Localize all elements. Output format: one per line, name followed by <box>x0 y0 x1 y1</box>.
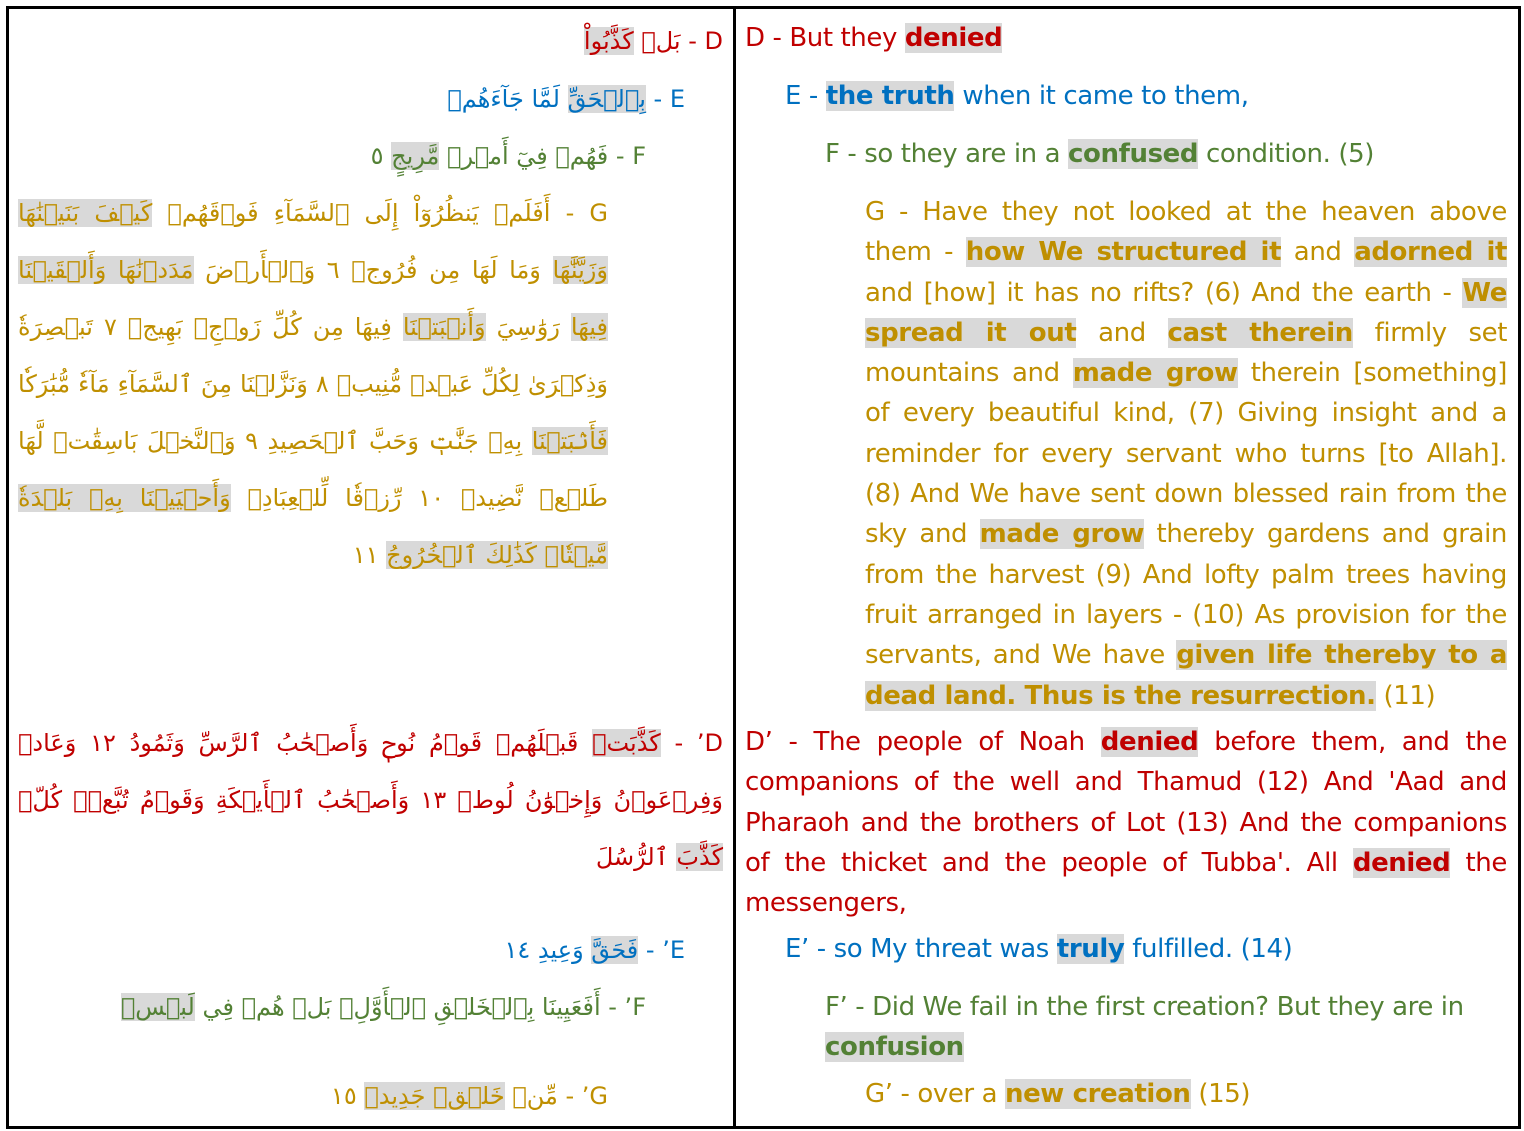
translation-text: the messengers, <box>745 847 1507 919</box>
translation-f-prime <box>825 987 1507 1068</box>
verse-number: ٥ <box>370 142 392 170</box>
arabic-text: وَمَا لَهَا مِن فُرُوجٖ ٦ وَٱلۡأَرۡضَ <box>193 256 553 284</box>
arabic-text: أَفَعَيِينَا بِٱلۡخَلۡقِ ٱلۡأَوَّلِۚ بَلۡ هُمۡ فِي <box>194 993 601 1021</box>
label-e: E - <box>645 85 685 113</box>
highlight: denied <box>1352 847 1451 878</box>
arabic-line-e <box>18 71 685 128</box>
label-f: F - <box>608 142 646 170</box>
label-g: G - <box>550 199 608 227</box>
highlight: بِٱلۡحَقِّ <box>567 85 646 113</box>
translation-g-prime <box>865 1074 1505 1114</box>
arabic-text: رَوَٰسِيَ <box>485 313 571 341</box>
arabic-text: وَعِيدِ ١٤ <box>504 936 592 964</box>
translation-text: condition. (5) <box>1198 139 1374 169</box>
verse-number: ١٥ <box>330 1082 365 1110</box>
highlight: denied <box>1100 727 1199 757</box>
highlight: denied <box>904 23 1003 53</box>
arabic-line-f <box>18 128 646 185</box>
label-f-prime: F’ - <box>600 993 646 1021</box>
highlight: how We structured it <box>965 237 1282 268</box>
translation-d-prime <box>745 722 1507 923</box>
translation-text: (15) <box>1190 1079 1251 1109</box>
highlight: كَذَّبَ <box>676 843 723 871</box>
arabic-text: لَمَّا جَآءَهُمۡ <box>447 85 568 113</box>
translation-f <box>825 134 1505 174</box>
arabic-text: أَفَلَمۡ يَنظُرُوٓاْ إِلَى ٱلسَّمَآءِ فَوۡقَهُمۡ <box>152 199 551 227</box>
highlight: مَّرِيجٍ <box>391 142 440 170</box>
highlight: فَأَنۢبَتۡنَا <box>531 427 608 455</box>
translation-text: and <box>1281 237 1355 268</box>
highlight: truly <box>1056 934 1125 964</box>
highlight: كَذَّبُواْ <box>583 27 634 55</box>
highlight: وَأَنۢبَتۡنَا <box>402 313 486 341</box>
translation-text: fulfilled. (14) <box>1124 934 1293 964</box>
arabic-text: بِهِۦ جَنَّٰتٖ وَحَبَّ ٱلۡحَصِيدِ ٩ وَٱلنَّخۡلَ بَاسِقَٰتٖ لَّهَا طَلۡعٞ نَّضِيدٞ ١٠ رِّزۡقٗا لِّلۡعِبَادِۖ <box>18 427 609 512</box>
highlight: كَيۡفَ بَنَيۡنَٰهَا وَزَيَّنَّٰهَا <box>18 199 608 284</box>
translation-text: D - But they <box>745 23 905 53</box>
arabic-text: ٱلرُّسُلَ <box>595 843 677 871</box>
highlight: given life thereby to a dead land. Thus is the resurrection. <box>865 640 1507 711</box>
translation-text: (11) <box>1375 680 1436 711</box>
highlight: لَبۡسٖ <box>120 993 195 1021</box>
column-divider <box>733 6 736 1129</box>
highlight: made grow <box>1072 358 1238 389</box>
translation-text: D’ - The people of Noah <box>745 727 1101 757</box>
highlight: the truth <box>825 81 955 111</box>
arabic-block-d-prime <box>18 715 723 886</box>
arabic-text: فِيهَا مِن كُلِّ زَوۡجِۢ بَهِيجٖ ٧ تَبۡصِرَةٗ وَذِكۡرَىٰ لِكُلِّ عَبۡدٖ مُّنِيبٖ ٨ وَنَزَّلۡنَا مِنَ ٱلسَّمَآءِ مَآءٗ مُّبَٰرَكٗا <box>18 313 608 398</box>
highlight: وَأَحۡيَيۡنَا بِهِۦ بَلۡدَةٗ مَّيۡتٗاۚ كَذَٰلِكَ ٱلۡخُرُوجُ <box>18 484 608 569</box>
label-d: D - <box>680 27 723 55</box>
arabic-line-d <box>18 13 723 70</box>
arabic-text: قَبۡلَهُمۡ قَوۡمُ نُوحٖ وَأَصۡحَٰبُ ٱلرَّسِّ وَثَمُودُ ١٢ وَعَادٞ وَفِرۡعَوۡنُ وَإِخۡوَٰنُ لُوطٖ ١٣ وَأَصۡحَٰبُ ٱلۡأَيۡكَةِ وَقَوۡمُ تُبَّعٖۚ كُلّٞ <box>18 729 723 814</box>
highlight: مَدَدۡنَٰهَا وَأَلۡقَيۡنَا فِيهَا <box>18 256 608 341</box>
translation-text: E’ - so My threat was <box>785 934 1057 964</box>
translation-text: G’ - over a <box>865 1079 1005 1109</box>
label-g-prime: G’ - <box>557 1082 608 1110</box>
verse-number: ١١ <box>352 541 387 569</box>
translation-text: and <box>1076 317 1168 348</box>
highlight: خَلۡقٖ جَدِيدٖ <box>364 1082 505 1110</box>
highlight: فَحَقَّ <box>591 936 639 964</box>
highlight: confused <box>1067 139 1199 169</box>
arabic-line-e-prime <box>18 922 685 979</box>
highlight: كَذَّبَتۡ <box>592 729 661 757</box>
translation-e-prime <box>785 929 1505 969</box>
translation-text: thereby gardens and grain from the harvest (9) And lofty palm trees having fruit arranged in layers - (10) As provision for the servants, and We have <box>865 519 1507 671</box>
translation-text: firmly set mountains and <box>865 317 1507 389</box>
translation-text: F - so they are in a <box>825 139 1068 169</box>
highlight: made grow <box>979 519 1144 550</box>
translation-text: therein [something] of every beautiful kind, (7) Giving insight and a reminder for every servant who turns [to Allah]. (8) And We have sent down blessed rain from the sky and <box>865 358 1507 550</box>
translation-text: when it came to them, <box>954 81 1249 111</box>
highlight: new creation <box>1004 1079 1191 1109</box>
highlight: cast therein <box>1167 317 1353 348</box>
label-e-prime: E’ - <box>638 936 685 964</box>
translation-e <box>785 76 1505 116</box>
translation-text: and [how] it has no rifts? (6) And the earth - <box>865 277 1463 308</box>
arabic-text: بَلۡ <box>633 27 681 55</box>
arabic-line-f-prime <box>18 979 646 1036</box>
translation-text: E - <box>785 81 826 111</box>
translation-d <box>745 18 1505 58</box>
arabic-block-g <box>18 185 608 584</box>
translation-text: before them, and the companions of the well and Thamud (12) And 'Aad and Pharaoh and the brothers of Lot (13) And the companions of the thicket and the people of Tubba'. All <box>745 727 1507 878</box>
highlight: confusion <box>825 1032 964 1063</box>
arabic-line-g-prime <box>18 1068 608 1125</box>
translation-g <box>865 192 1507 716</box>
translation-text: G - Have they not looked at the heaven above them - <box>865 197 1507 268</box>
translation-text: F’ - Did We fail in the first creation? But they are in <box>825 992 1464 1022</box>
arabic-text: فَهُمۡ فِيٓ أَمۡرٖ <box>439 142 609 170</box>
label-d-prime: D’ - <box>660 729 723 757</box>
highlight: We spread it out <box>865 277 1507 348</box>
arabic-text: مِّنۡ <box>504 1082 558 1110</box>
highlight: adorned it <box>1354 237 1507 268</box>
